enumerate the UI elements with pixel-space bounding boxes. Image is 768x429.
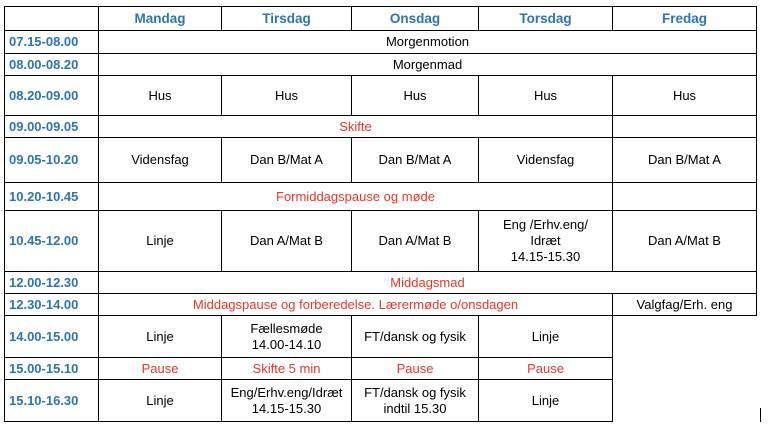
time-slot: 08.00-08.20 [5, 54, 99, 76]
activity-cell: Hus [352, 76, 479, 116]
activity-cell: Hus [613, 76, 757, 116]
activity-cell: Hus [479, 76, 613, 116]
text-cursor [760, 408, 761, 422]
activity-cell: Pause [352, 358, 479, 380]
table-row [5, 294, 757, 316]
time-slot: 09.05-10.20 [5, 138, 99, 183]
cell-line: 14.15-15.30 [510, 249, 581, 264]
activity-cell: Hus [99, 76, 222, 116]
day-header-monday: Mandag [99, 7, 222, 31]
cell-line: Eng /Erhv.eng/ [502, 217, 589, 232]
time-slot: 12.00-12.30 [5, 272, 99, 294]
corner-cell [5, 7, 99, 31]
table-row [5, 316, 757, 358]
table-row [5, 358, 757, 380]
activity-cell: Dan B/Mat A [352, 138, 479, 183]
activity-cell: Formiddagspause og møde [99, 183, 613, 211]
time-slot: 15.10-16.30 [5, 380, 99, 422]
table-row [5, 272, 757, 294]
table-row [5, 116, 757, 138]
table-row [5, 138, 757, 183]
cell-line: Fællesmøde [250, 320, 323, 336]
activity-cell [352, 380, 479, 422]
activity-cell [222, 316, 352, 358]
time-slot: 09.00-09.05 [5, 116, 99, 138]
activity-cell [222, 380, 352, 422]
activity-cell: FT/dansk og fysik [352, 316, 479, 358]
time-slot: 15.00-15.10 [5, 358, 99, 380]
activity-cell: Morgenmotion [99, 31, 757, 54]
table-row [5, 31, 757, 54]
activity-cell: Pause [99, 358, 222, 380]
activity-cell: Skifte [99, 116, 613, 138]
activity-cell: Dan B/Mat A [613, 138, 757, 183]
activity-cell: Dan A/Mat B [352, 211, 479, 272]
activity-cell: Hus [222, 76, 352, 116]
cell-line: Eng/Erhv.eng/Idræt [230, 384, 343, 400]
empty-cell [613, 380, 757, 422]
activity-cell: Valgfag/Erh. eng [613, 294, 757, 316]
table-row [5, 54, 757, 76]
activity-cell [479, 211, 613, 272]
activity-cell: Vidensfag [99, 138, 222, 183]
activity-cell: Vidensfag [479, 138, 613, 183]
activity-cell [613, 116, 757, 138]
activity-cell: Linje [479, 380, 613, 422]
day-header-friday: Fredag [613, 7, 757, 31]
day-header-wednesday: Onsdag [352, 7, 479, 31]
table-row [5, 183, 757, 211]
activity-cell: Dan B/Mat A [222, 138, 352, 183]
cell-line: FT/dansk og fysik [364, 384, 466, 400]
table-row [5, 76, 757, 116]
activity-cell: Pause [479, 358, 613, 380]
cell-line: Idræt [530, 233, 561, 248]
day-header-thursday: Torsdag [479, 7, 613, 31]
activity-cell: Linje [479, 316, 613, 358]
activity-cell: Middagspause og forberedelse. Lærermøde o/onsdagen [99, 294, 613, 316]
activity-cell: Middagsmad [99, 272, 757, 294]
time-slot: 12.30-14.00 [5, 294, 99, 316]
cell-line: indtil 15.30 [383, 400, 447, 416]
time-slot: 08.20-09.00 [5, 76, 99, 116]
time-slot: 07.15-08.00 [5, 31, 99, 54]
table-row [5, 211, 757, 272]
empty-cell [613, 358, 757, 380]
cell-line: 14.15-15.30 [251, 400, 322, 416]
activity-cell: Skifte 5 min [222, 358, 352, 380]
table-row [5, 380, 757, 422]
activity-cell: Linje [99, 316, 222, 358]
activity-cell: Dan A/Mat B [613, 211, 757, 272]
activity-cell: Linje [99, 211, 222, 272]
empty-cell [613, 316, 757, 358]
time-slot: 10.20-10.45 [5, 183, 99, 211]
activity-cell: Linje [99, 380, 222, 422]
cell-line: 14.00-14.10 [251, 336, 322, 352]
weekly-schedule-table [4, 6, 757, 422]
activity-cell [613, 183, 757, 211]
time-slot: 14.00-15.00 [5, 316, 99, 358]
time-slot: 10.45-12.00 [5, 211, 99, 272]
header-row [5, 7, 757, 31]
activity-cell: Dan A/Mat B [222, 211, 352, 272]
activity-cell: Morgenmad [99, 54, 757, 76]
day-header-tuesday: Tirsdag [222, 7, 352, 31]
